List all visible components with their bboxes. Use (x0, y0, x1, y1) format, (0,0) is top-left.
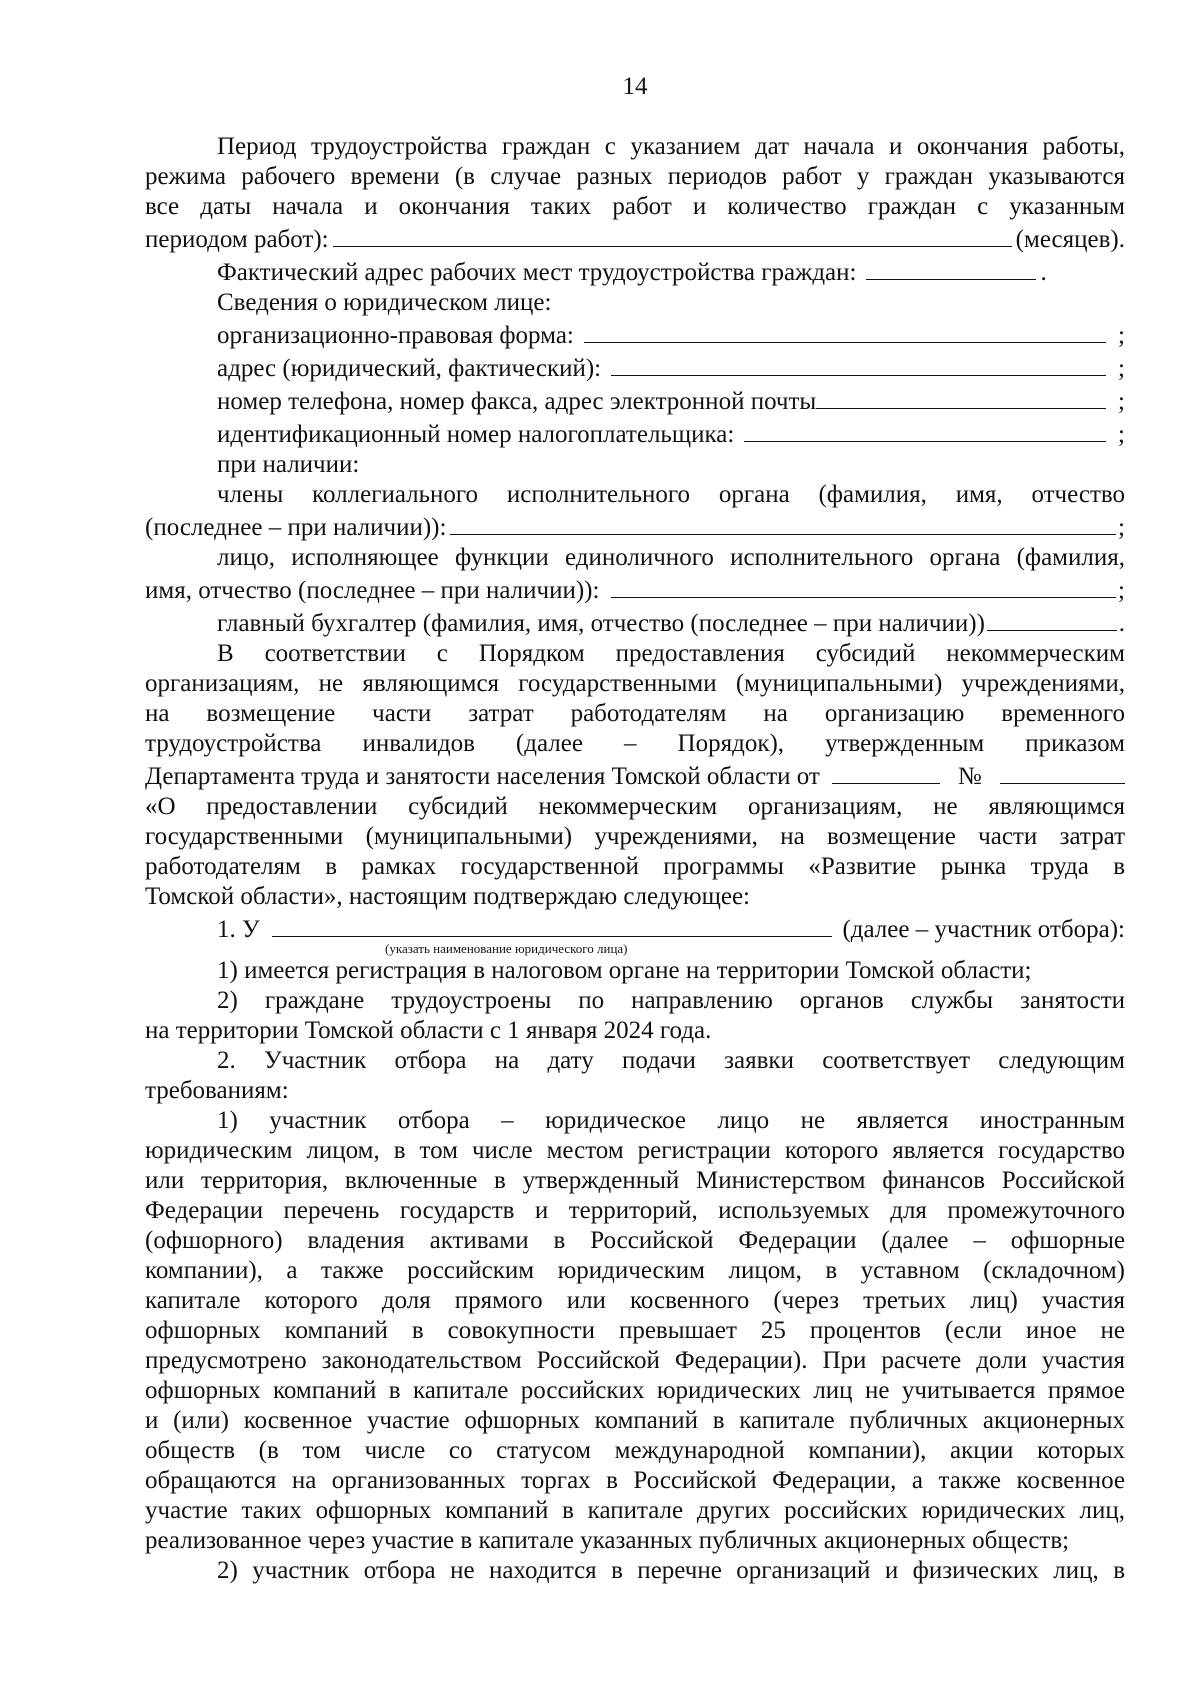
order-date-number-row (145, 759, 1125, 792)
legal-form-input-line[interactable] (584, 318, 1106, 343)
item2-sub2: 2) участник отбора не находится в перечне организаций и физических лиц, в (217, 1557, 1125, 1584)
text-line: государственными (муниципальными) учреждениями, на возмещение части затрат (145, 823, 1125, 850)
employment-period-field (145, 222, 1125, 255)
field-suffix: (месяцев). (1015, 226, 1125, 253)
text-line: или территория, включенные в утвержденный Министерством финансов Российской (145, 1167, 1125, 1194)
text-line: Томской области», настоящим подтверждаю следующее: (145, 883, 750, 910)
actual-address-field (145, 255, 1125, 288)
field-label: организационно-правовая форма: (217, 322, 574, 349)
text-line: реализованное через участие в капитале указанных публичных акционерных обществ; (145, 1527, 1070, 1554)
text-line: компании), а также российским юридическим лицом, в уставном (складочном) (145, 1257, 1125, 1284)
employment-period-paragraph (145, 132, 1125, 255)
board-members-input-line[interactable] (450, 510, 1116, 535)
text-line: офшорных компаний в капитале российских юридических лиц не учитывается прямое (145, 1377, 1125, 1404)
inn-field (145, 417, 1125, 450)
field-suffix: ; (1118, 388, 1125, 415)
chief-accountant-input-line[interactable] (987, 606, 1117, 631)
text-line: участие таких офшорных компаний в капитале других российских юридических лиц, (145, 1497, 1125, 1524)
procedure-paragraph (145, 639, 1125, 912)
participant-name-input-line[interactable] (272, 912, 833, 937)
text-line: 2. Участник отбора на дату подачи заявки соответствует следующим (217, 1047, 1125, 1074)
inn-input-line[interactable] (744, 417, 1106, 442)
field-label: главный бухгалтер (фамилия, имя, отчество (последнее – при наличии)) (217, 610, 985, 637)
item2-sub1 (145, 1106, 1125, 1556)
address-input-line[interactable] (611, 351, 1106, 376)
actual-address-input-line[interactable] (866, 255, 1036, 280)
field-suffix: . (1118, 610, 1125, 637)
field-suffix: . (1040, 259, 1047, 286)
field-suffix: ; (1118, 421, 1125, 448)
text-line: В соответствии с Порядком предоставления субсидий некоммерческим (217, 640, 1125, 667)
text-line: юридическим лицом, в том числе местом регистрации которого является государство (145, 1137, 1125, 1164)
field-label: идентификационный номер налогоплательщика: (217, 421, 735, 448)
field-suffix: ; (1118, 514, 1125, 541)
text-line: на возмещение части затрат работодателям на организацию временного (145, 700, 1125, 727)
employment-period-input-line[interactable] (333, 222, 1012, 247)
text-line: все даты начала и окончания таких работ и количество граждан с указанным (145, 193, 1125, 220)
field-label: номер телефона, номер факса, адрес электронной почты (217, 388, 817, 415)
text-line: обращаются на организованных торгах в Российской Федерации, а также косвенное (145, 1467, 1125, 1494)
text-line: капитале которого доля прямого или косвенного (через третьих лиц) участия (145, 1287, 1125, 1314)
field-label: имя, отчество (последнее – при наличии)): (145, 577, 600, 604)
text-line: режима рабочего времени (в случае разных периодов работ у граждан указываются (145, 163, 1125, 190)
chief-accountant-field (145, 606, 1125, 639)
participant-name-caption: (указать наименование юридического лица) (385, 941, 628, 956)
item1-sub1: 1) имеется регистрация в налоговом органе на территории Томской области; (217, 957, 1032, 984)
text-line: 1) участник отбора – юридическое лицо не является иностранным (217, 1107, 1125, 1134)
sole-executive-field (145, 543, 1125, 606)
field-suffix: ; (1118, 322, 1125, 349)
address-field (145, 351, 1125, 384)
text-line: требованиям: (145, 1077, 289, 1104)
text-line: «О предоставлении субсидий некоммерческим организациям, не являющимся (145, 793, 1125, 820)
page-number: 14 (622, 73, 648, 100)
text-line: (офшорного) владения активами в Российской Федерации (далее – офшорные (145, 1227, 1125, 1254)
document-page (145, 72, 1125, 1586)
field-label: (последнее – при наличии)): (145, 514, 447, 541)
field-suffix: (далее – участник отбора): (842, 916, 1125, 943)
text-line: трудоустройства инвалидов (далее – Порядок), утвержденным приказом (145, 730, 1125, 757)
contacts-input-line[interactable] (816, 384, 1106, 409)
field-label: 1. У (217, 916, 260, 943)
field-suffix: ; (1118, 355, 1125, 382)
if-available-label: при наличии: (217, 451, 360, 478)
number-sign: № (957, 763, 982, 790)
legal-form-field (145, 318, 1125, 351)
legal-entity-heading: Сведения о юридическом лице: (217, 289, 552, 316)
item2-heading (145, 1046, 1125, 1106)
text-line: обществ (в том числе со статусом международной компании), акции которых (145, 1437, 1125, 1464)
board-members-field (145, 480, 1125, 543)
text-line: члены коллегиального исполнительного органа (фамилия, имя, отчество (217, 481, 1125, 508)
order-number-input-line[interactable] (1000, 759, 1125, 784)
field-label: периодом работ): (145, 226, 329, 253)
text-line: и (или) косвенное участие офшорных компаний в капитале публичных акционерных (145, 1407, 1125, 1434)
text-line: предусмотрено законодательством Российской Федерации). При расчете доли участия (145, 1347, 1125, 1374)
item1-sub2 (145, 986, 1125, 1046)
text-line: на территории Томской области с 1 января 2024 года. (145, 1017, 712, 1044)
text-line: Период трудоустройства граждан с указанием дат начала и окончания работы, (217, 133, 1125, 160)
text-line: работодателям в рамках государственной программы «Развитие рынка труда в (145, 853, 1125, 880)
text-line: лицо, исполняющее функции единоличного исполнительного органа (фамилия, (217, 544, 1125, 571)
board-members-row (145, 510, 1125, 543)
field-label: адрес (юридический, фактический): (217, 355, 602, 382)
field-label: Фактический адрес рабочих мест трудоустройства граждан: (217, 259, 857, 286)
text-line: Федерации перечень государств и территорий, используемых для промежуточного (145, 1197, 1125, 1224)
contacts-field (145, 384, 1125, 417)
field-label: Департамента труда и занятости населения Томской области от (145, 763, 820, 790)
sole-executive-input-line[interactable] (611, 573, 1116, 598)
text-line: организациям, не являющимся государственными (муниципальными) учреждениями, (145, 670, 1125, 697)
sole-executive-row (145, 573, 1125, 606)
field-suffix: ; (1118, 577, 1125, 604)
participant-name-field (145, 912, 1125, 945)
order-date-input-line[interactable] (832, 759, 940, 784)
text-line: 2) граждане трудоустроены по направлению органов службы занятости (217, 987, 1125, 1014)
text-line: офшорных компаний в совокупности превышает 25 процентов (если иное не (145, 1317, 1125, 1344)
